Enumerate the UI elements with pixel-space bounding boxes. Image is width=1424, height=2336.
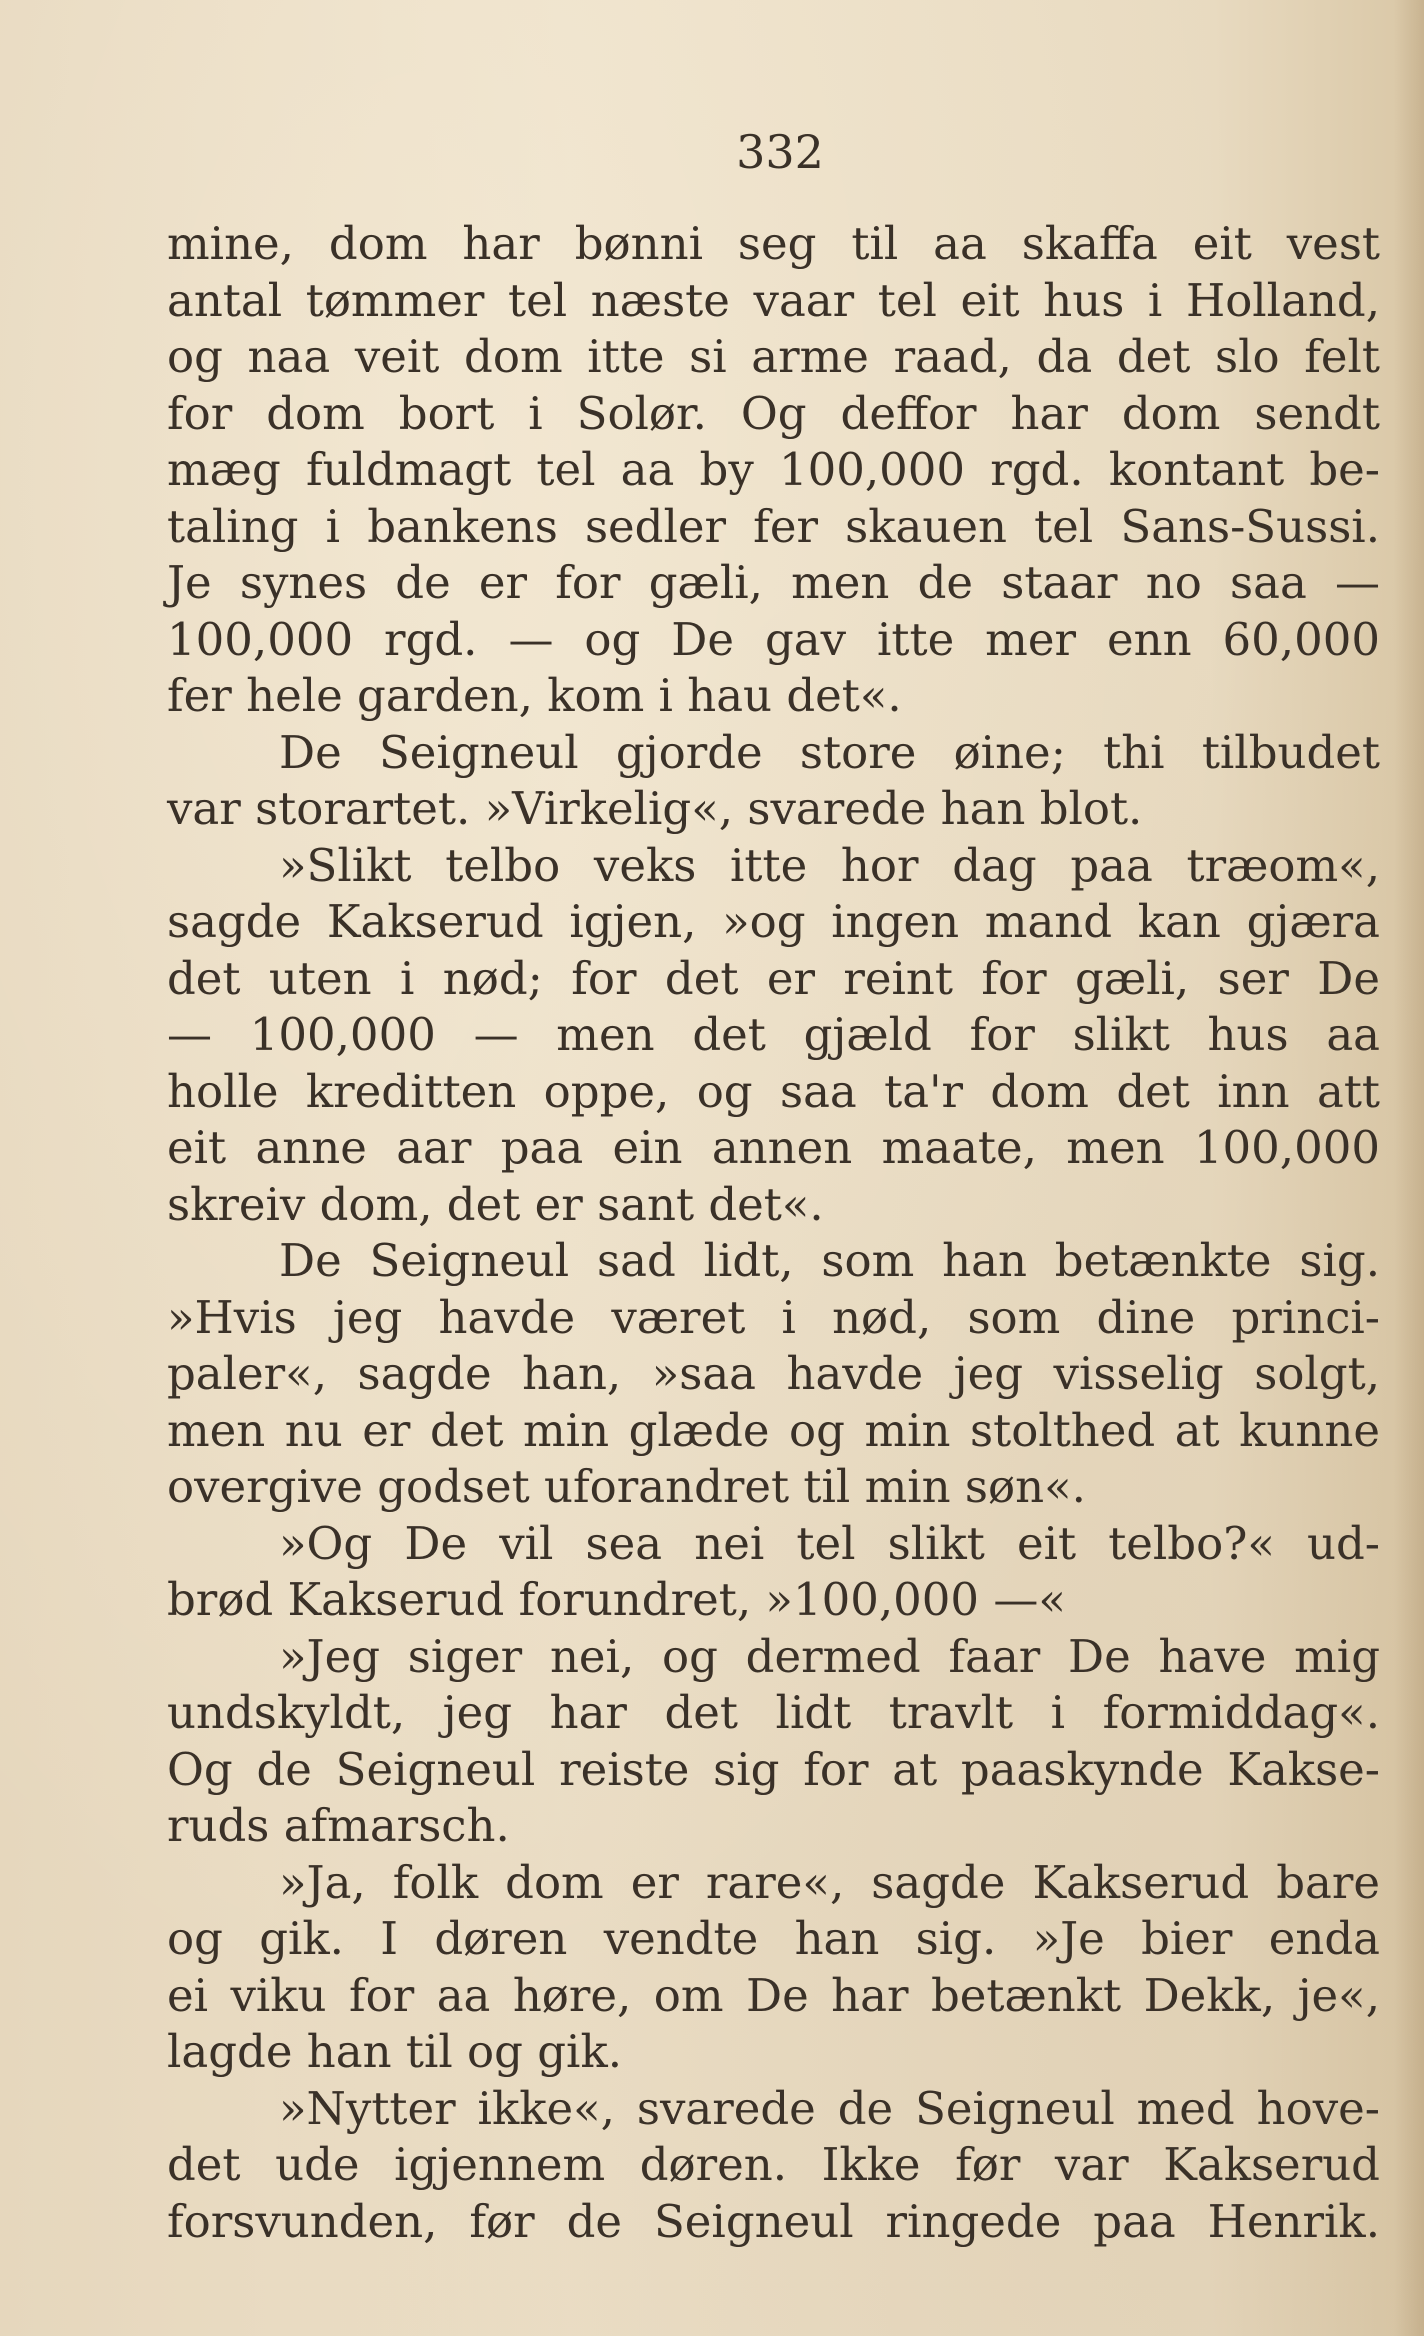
text-line: antal tømmer tel næste vaar tel eit hus i Holland, (167, 273, 1380, 327)
text-line: ruds afmarsch. (167, 1799, 510, 1852)
text-line: »Hvis jeg havde været i nød, som dine princi- (167, 1290, 1380, 1344)
text-line: »Slikt telbo veks itte hor dag paa træom«, (279, 838, 1380, 892)
text-line: Je synes de er for gæli, men de staar no saa — (167, 556, 1380, 609)
text-line: skreiv dom, det er sant det«. (167, 1177, 824, 1231)
text-line: og gik. I døren vendte han sig. »Je bier enda (167, 1912, 1380, 1965)
text-line: fer hele garden, kom i hau det«. (167, 669, 902, 722)
text-line: »Nytter ikke«, svarede de Seigneul med hove- (279, 2081, 1380, 2135)
text-line: det ude igjennem døren. Ikke før var Kakserud (167, 2138, 1380, 2191)
page-number: 332 (736, 125, 824, 179)
text-line: »Ja, folk dom er rare«, sagde Kakserud bare (279, 1855, 1380, 1909)
text-line: taling i bankens sedler fer skauen tel Sans-Sussi. (167, 499, 1380, 553)
text-line: sagde Kakserud igjen, »og ingen mand kan gjæra (167, 895, 1380, 948)
text-line: var storartet. »Virkelig«, svarede han blot. (167, 782, 1143, 835)
text-line: mæg fuldmagt tel aa by 100,000 rgd. kontant be- (167, 443, 1380, 496)
text-line: brød Kakserud forundret, »100,000 —« (167, 1573, 1066, 1626)
text-line: det uten i nød; for det er reint for gæli, ser De (167, 951, 1380, 1005)
text-line: Og de Seigneul reiste sig for at paaskynde Kakse- (167, 1742, 1380, 1796)
text-line: De Seigneul sad lidt, som han betænkte sig. (279, 1234, 1380, 1287)
text-line: overgive godset uforandret til min søn«. (167, 1460, 1086, 1513)
text-line: undskyldt, jeg har det lidt travlt i formiddag«. (167, 1686, 1380, 1739)
text-line: De Seigneul gjorde store øine; thi tilbudet (279, 725, 1380, 779)
text-line: paler«, sagde han, »saa havde jeg visselig solgt, (167, 1347, 1380, 1400)
text-line: for dom bort i Solør. Og deffor har dom sendt (167, 386, 1380, 440)
body-text (167, 216, 1380, 2250)
text-line: eit anne aar paa ein annen maate, men 100,000 (167, 1121, 1380, 1174)
text-line: »Jeg siger nei, og dermed faar De have mig (279, 1629, 1380, 1683)
text-line: holle kreditten oppe, og saa ta'r dom det inn att (167, 1064, 1380, 1118)
text-line: ei viku for aa høre, om De har betænkt Dekk, je«, (167, 1968, 1380, 2022)
text-line: og naa veit dom itte si arme raad, da det slo felt (167, 330, 1380, 383)
page-edge-shadow (1394, 0, 1424, 2336)
text-line: mine, dom har bønni seg til aa skaffa eit vest (167, 217, 1380, 270)
text-line: — 100,000 — men det gjæld for slikt hus aa (167, 1008, 1380, 1061)
text-line: »Og De vil sea nei tel slikt eit telbo?« ud- (279, 1516, 1380, 1570)
text-line: forsvunden, før de Seigneul ringede paa Henrik. (167, 2194, 1380, 2248)
text-line: men nu er det min glæde og min stolthed at kunne (167, 1403, 1380, 1457)
text-line: 100,000 rgd. — og De gav itte mer enn 60,000 (167, 612, 1380, 666)
text-line: lagde han til og gik. (167, 2025, 623, 2078)
